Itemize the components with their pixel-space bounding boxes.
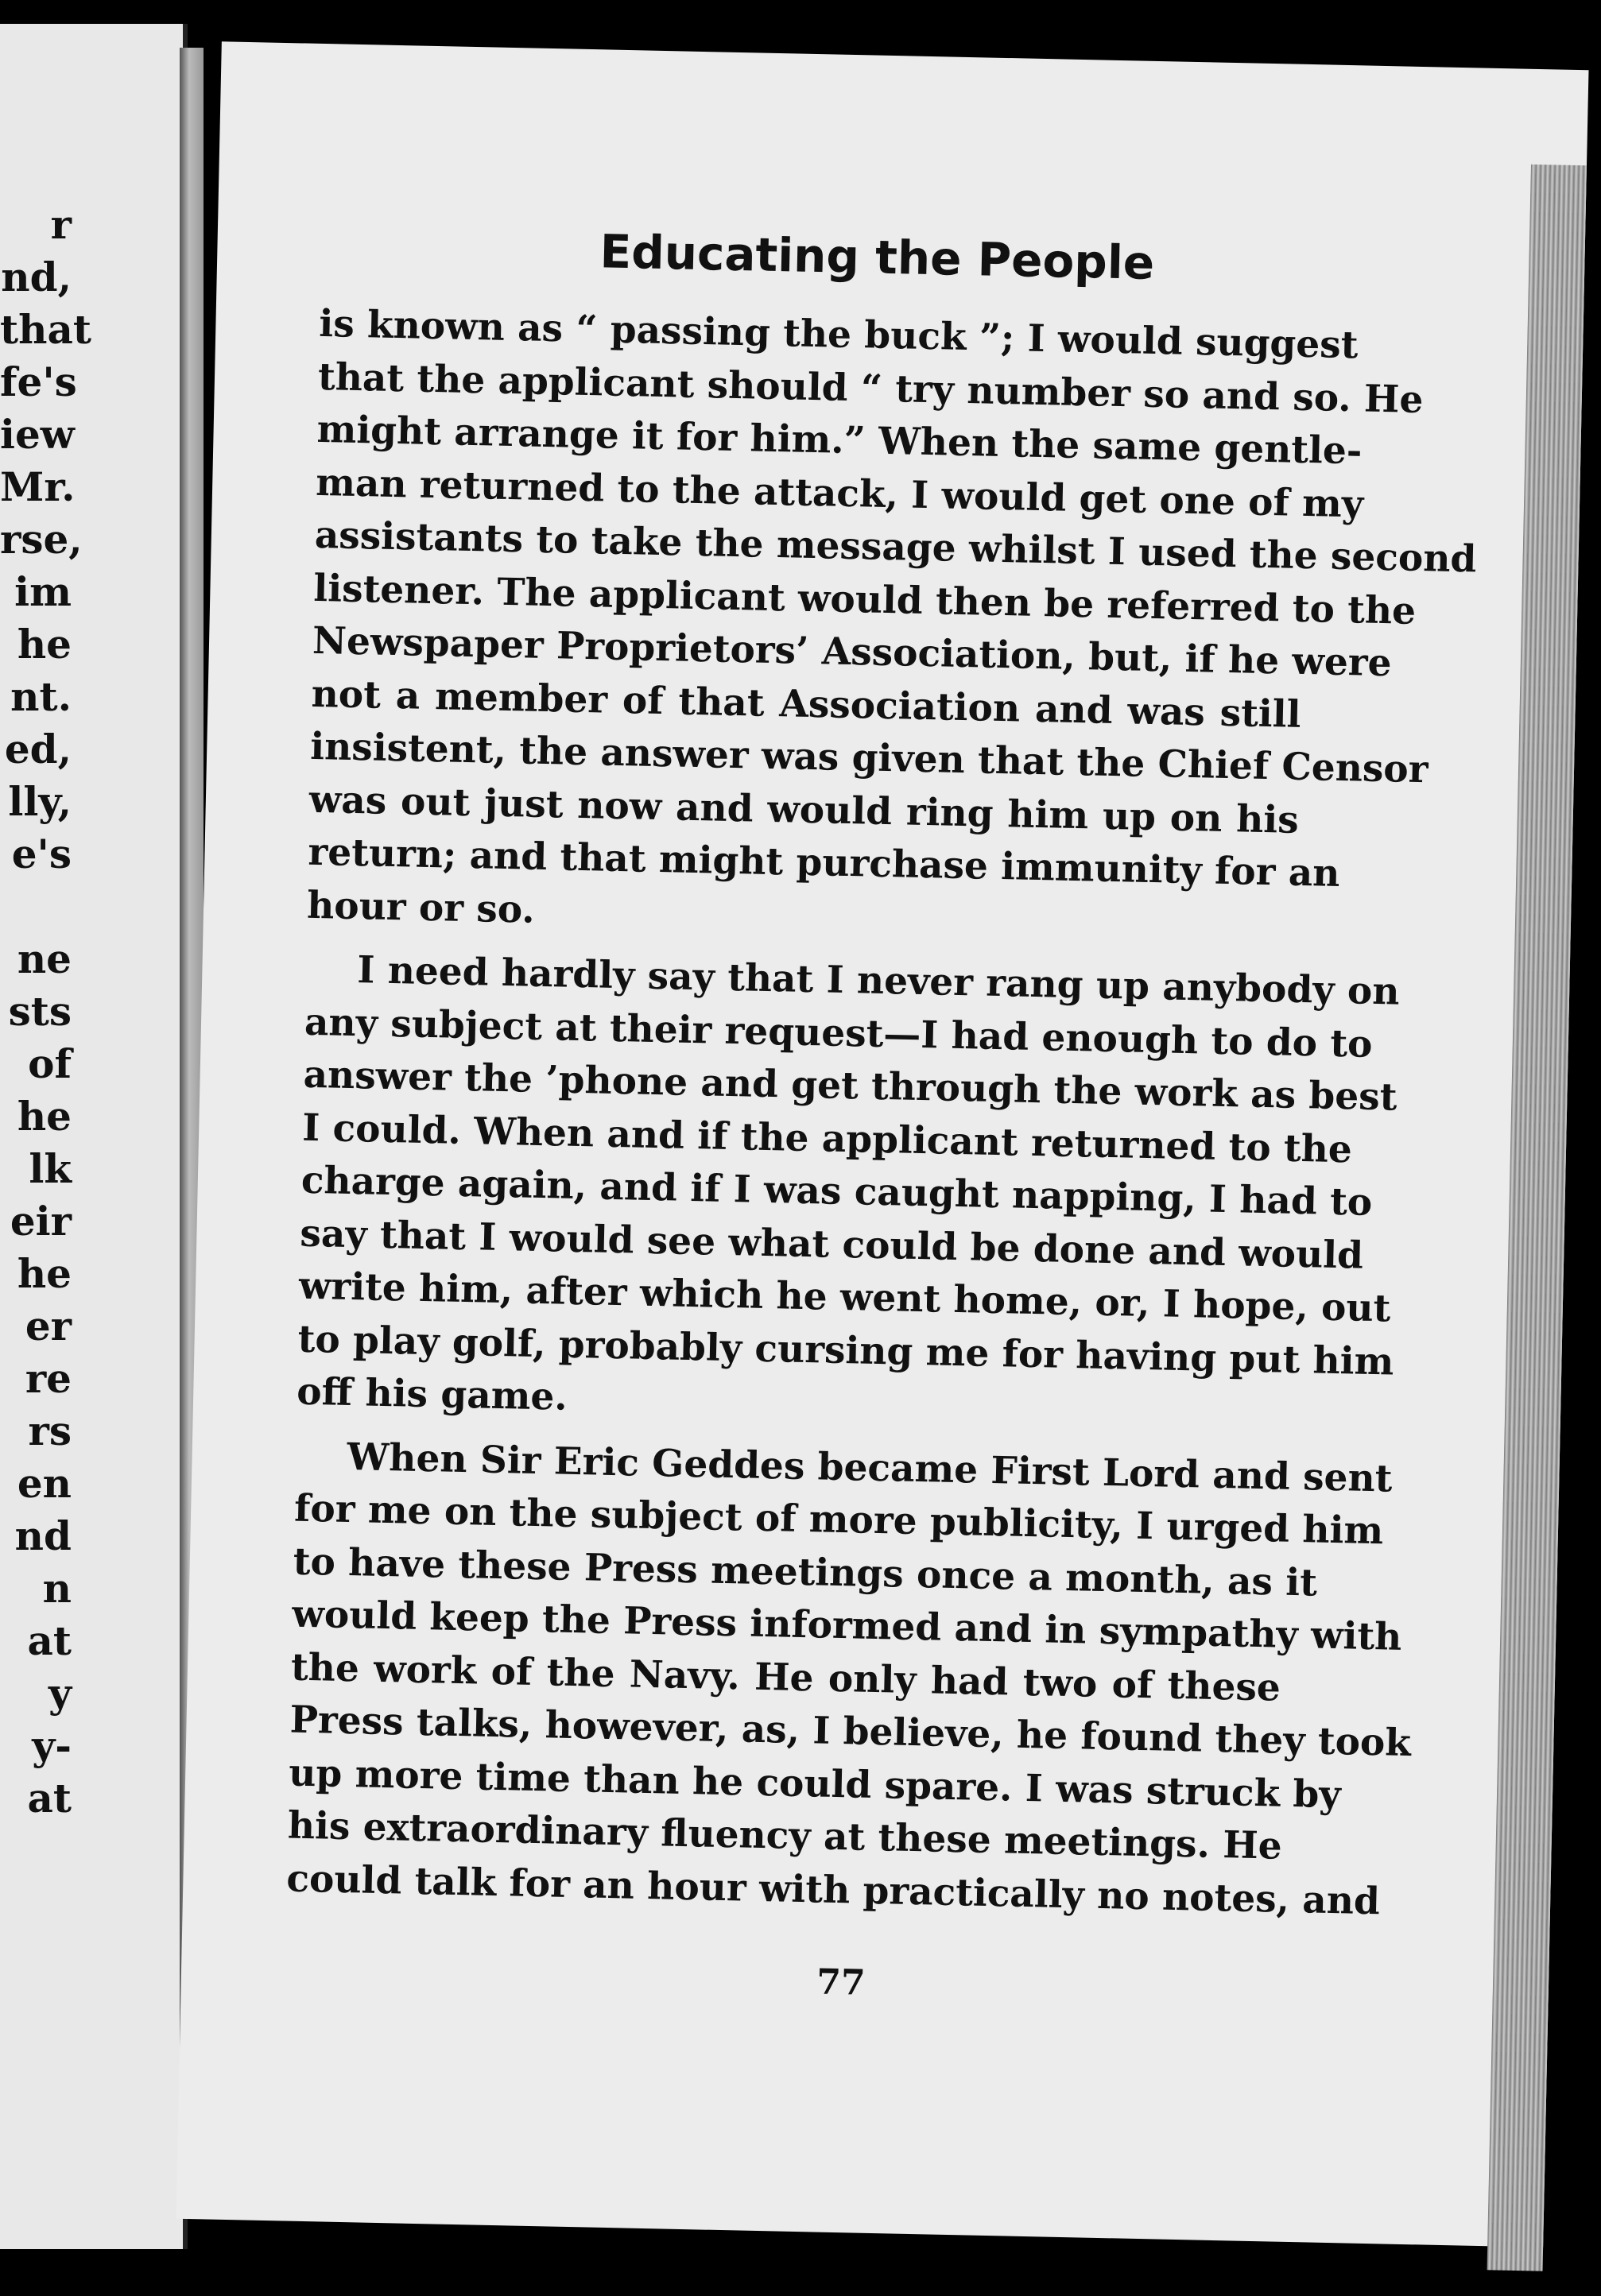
facing-page-fragment: re: [25, 1355, 72, 1402]
facing-page-fragment: nd,: [1, 254, 72, 300]
facing-page-fragment: rse,: [0, 516, 83, 563]
facing-page-fragment: r: [50, 201, 72, 248]
body-text: [285, 298, 1477, 1926]
facing-page-fragment: fe's: [0, 358, 77, 405]
facing-page-fragment: im: [14, 568, 72, 615]
facing-page-text-fragments: [0, 199, 91, 1825]
facing-page-fragment: he: [17, 1093, 72, 1140]
facing-page-fragment: ed,: [4, 726, 72, 772]
facing-page-fragment: lk: [29, 1145, 72, 1192]
text-line: return; and that might purchase immunity for an: [307, 830, 1340, 896]
text-line: insistent, the answer was given that the Chief Censor: [309, 724, 1429, 792]
text-line: might arrange it for him.” When the same gentle-: [316, 407, 1363, 474]
facing-page-fragment: nt.: [10, 673, 72, 720]
facing-page-fragment: eir: [10, 1198, 72, 1245]
text-line: was out just now and would ring him up on his: [308, 777, 1300, 842]
facing-page-fragment: nd: [14, 1512, 72, 1559]
text-line: hour or so.: [306, 883, 536, 932]
page-number: 77: [816, 1961, 866, 2004]
facing-page-fragment: at: [27, 1775, 72, 1822]
text-line: the work of the Navy. He only had two of these: [290, 1645, 1281, 1710]
facing-page-fragment: rs: [28, 1407, 72, 1454]
text-line: assistants to take the message whilst I used the second: [314, 513, 1477, 582]
facing-page-fragment: he: [17, 1250, 72, 1297]
text-line: charge again, and if I was caught napping, I had to: [300, 1158, 1373, 1225]
facing-page-fragment: lly,: [8, 778, 72, 825]
page-edges: [1487, 165, 1587, 2271]
text-line: Press talks, however, as, I believe, he found they took: [289, 1698, 1412, 1766]
text-line: for me on the subject of more publicity, I urged him: [293, 1486, 1384, 1554]
text-line: man returned to the attack, I would get one of my: [315, 460, 1364, 526]
text-line: off his game.: [296, 1369, 568, 1419]
facing-page-fragment: of: [28, 1040, 72, 1087]
text-line: listener. The applicant would then be referred to the: [312, 566, 1417, 633]
text-line: I need hardly say that I never rang up anybody on: [356, 948, 1401, 1014]
text-line: that the applicant should “ try number so and so. He: [317, 354, 1424, 422]
facing-page-fragment: Mr.: [0, 463, 76, 510]
text-line: would keep the Press informed and in sympathy with: [291, 1592, 1402, 1659]
facing-page-fragment: n: [42, 1565, 72, 1612]
facing-page-fragment: iew: [0, 411, 75, 458]
book-page: [176, 41, 1588, 2247]
text-line: up more time than he could spare. I was struck by: [288, 1751, 1342, 1817]
running-head: Educating the People: [599, 224, 1155, 290]
text-line: could talk for an hour with practically no notes, and: [285, 1857, 1381, 1923]
text-line: his extraordinary fluency at these meetings. He: [287, 1803, 1283, 1868]
text-line: to have these Press meetings once a month, as it: [293, 1539, 1318, 1605]
facing-page-fragment: ne: [17, 935, 72, 982]
facing-page: [0, 24, 188, 2249]
text-line: When Sir Eric Geddes became First Lord and sent: [347, 1435, 1393, 1501]
facing-page-fragment: [0, 881, 72, 933]
facing-page-fragment: at: [27, 1617, 72, 1664]
facing-page-fragment: y-: [32, 1722, 72, 1769]
facing-page-fragment: y: [48, 1670, 72, 1717]
facing-page-fragment: he: [17, 621, 72, 668]
text-line: Newspaper Proprietors’ Association, but, if he were: [312, 618, 1393, 686]
text-line: answer the ’phone and get through the work as best: [303, 1052, 1397, 1120]
facing-page-fragment: e's: [11, 831, 72, 877]
text-line: write him, after which he went home, or, I hope, out: [298, 1264, 1391, 1331]
text-line: say that I would see what could be done and would: [299, 1211, 1364, 1278]
text-line: any subject at their request—I had enough to do to: [304, 1000, 1374, 1067]
text-line: not a member of that Association and was still: [311, 672, 1302, 737]
text-line: is known as “ passing the buck ”; I would suggest: [318, 301, 1359, 368]
facing-page-fragment: that: [0, 306, 91, 353]
facing-page-fragment: en: [17, 1460, 72, 1507]
facing-page-fragment: sts: [8, 988, 72, 1035]
facing-page-fragment: er: [25, 1303, 72, 1349]
text-line: I could. When and if the applicant returned to the: [301, 1105, 1353, 1171]
text-line: to play golf, probably cursing me for having put him: [297, 1317, 1394, 1384]
